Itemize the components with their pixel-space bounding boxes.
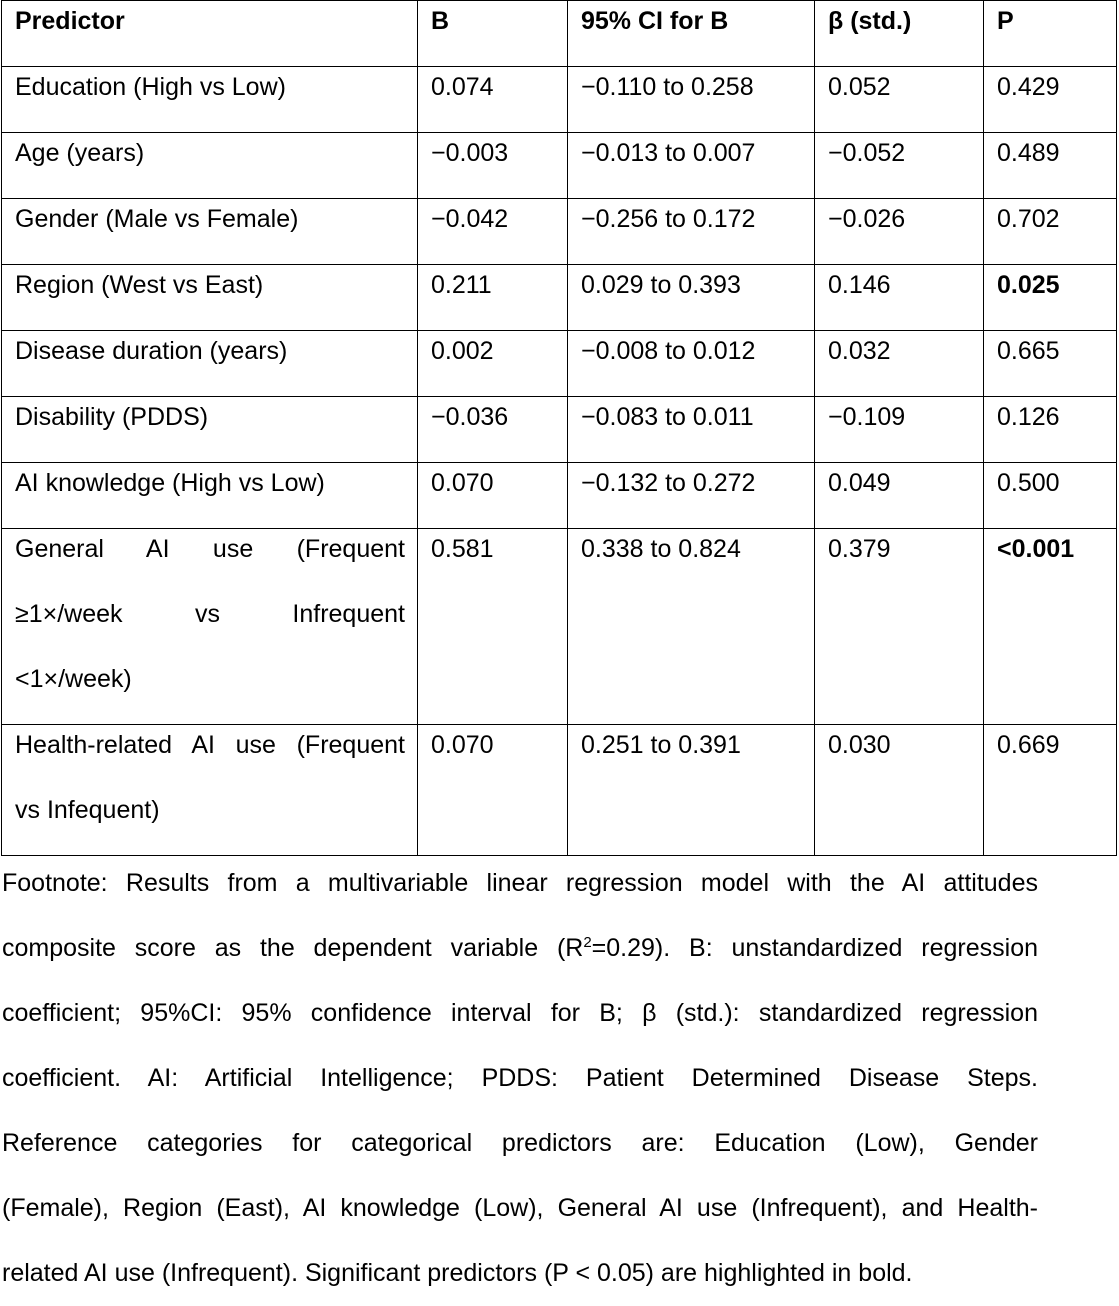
cell-ci-text: 0.029 to 0.393 xyxy=(581,271,741,299)
table-row xyxy=(2,725,1117,856)
cell-b xyxy=(418,463,568,529)
cell-p xyxy=(984,67,1117,133)
cell-predictor xyxy=(2,463,418,529)
header-p: P xyxy=(984,1,1117,67)
cell-ci xyxy=(568,67,815,133)
cell-p xyxy=(984,463,1117,529)
cell-p-text: 0.665 xyxy=(997,337,1060,365)
cell-p-text: 0.489 xyxy=(997,139,1060,167)
cell-ci xyxy=(568,463,815,529)
cell-p xyxy=(984,725,1117,856)
cell-beta-text: −0.026 xyxy=(828,205,906,233)
cell-p-text: <0.001 xyxy=(997,535,1075,563)
cell-b-text: −0.042 xyxy=(431,205,509,233)
cell-p xyxy=(984,265,1117,331)
cell-ci-text: −0.083 to 0.011 xyxy=(581,403,754,431)
cell-beta xyxy=(815,397,984,463)
cell-predictor xyxy=(2,67,418,133)
cell-beta xyxy=(815,265,984,331)
footnote-line: Footnote: Results from a multivariable linear regression model with the AI attitudes xyxy=(2,869,1038,897)
cell-b-text: 0.002 xyxy=(431,337,494,365)
table-row xyxy=(2,265,1117,331)
cell-predictor-line: <1×/week) xyxy=(15,665,132,693)
table-row xyxy=(2,199,1117,265)
cell-b-text: 0.581 xyxy=(431,535,494,563)
cell-ci-text: −0.013 to 0.007 xyxy=(581,139,756,167)
cell-predictor-text: Disability (PDDS) xyxy=(15,403,209,431)
table-row xyxy=(2,529,1117,725)
cell-b xyxy=(418,331,568,397)
header-b: B xyxy=(418,1,568,67)
cell-ci xyxy=(568,133,815,199)
footnote-line xyxy=(2,916,1038,981)
table-row xyxy=(2,463,1117,529)
cell-p xyxy=(984,529,1117,725)
cell-b xyxy=(418,397,568,463)
table-header-row xyxy=(2,1,1117,67)
superscript: 2 xyxy=(583,934,592,951)
cell-predictor-text: Education (High vs Low) xyxy=(15,73,286,101)
cell-b-text: 0.211 xyxy=(431,271,492,299)
cell-beta-text: −0.052 xyxy=(828,139,906,167)
cell-b-text: −0.003 xyxy=(431,139,509,167)
cell-ci xyxy=(568,725,815,856)
cell-predictor xyxy=(2,529,418,725)
cell-predictor xyxy=(2,397,418,463)
cell-ci-text: −0.256 to 0.172 xyxy=(581,205,756,233)
regression-table xyxy=(1,0,1117,856)
cell-predictor-line: Health-related AI use (Frequent xyxy=(15,731,405,759)
cell-b xyxy=(418,265,568,331)
cell-beta xyxy=(815,463,984,529)
footnote-line-part: composite score as the dependent variable (R xyxy=(2,934,584,962)
cell-b xyxy=(418,67,568,133)
cell-p xyxy=(984,397,1117,463)
cell-p xyxy=(984,199,1117,265)
cell-p-text: 0.702 xyxy=(997,205,1060,233)
cell-beta-text: 0.030 xyxy=(828,731,891,759)
cell-ci xyxy=(568,397,815,463)
cell-b xyxy=(418,529,568,725)
header-beta: β (std.) xyxy=(815,1,984,67)
cell-b xyxy=(418,725,568,856)
cell-beta xyxy=(815,529,984,725)
cell-predictor xyxy=(2,199,418,265)
cell-b-text: 0.070 xyxy=(431,731,494,759)
cell-predictor xyxy=(2,331,418,397)
cell-p-text: 0.025 xyxy=(997,271,1060,299)
footnote-line-part: =0.29). B: unstandardized regression xyxy=(591,934,1038,962)
cell-predictor-line: General AI use (Frequent xyxy=(15,535,405,563)
cell-predictor xyxy=(2,133,418,199)
cell-b-text: 0.074 xyxy=(431,73,494,101)
cell-b xyxy=(418,133,568,199)
footnote xyxy=(2,851,1038,1306)
cell-ci-text: −0.110 to 0.258 xyxy=(581,73,754,101)
cell-ci-text: 0.251 to 0.391 xyxy=(581,731,741,759)
cell-beta-text: 0.049 xyxy=(828,469,891,497)
cell-p-text: 0.126 xyxy=(997,403,1060,431)
cell-ci xyxy=(568,199,815,265)
cell-beta-text: 0.146 xyxy=(828,271,891,299)
cell-predictor-text: Age (years) xyxy=(15,139,145,167)
cell-beta xyxy=(815,331,984,397)
header-predictor: Predictor xyxy=(2,1,418,67)
table-row xyxy=(2,133,1117,199)
cell-p-text: 0.669 xyxy=(997,731,1060,759)
table-row xyxy=(2,397,1117,463)
cell-p xyxy=(984,133,1117,199)
cell-beta-text: 0.032 xyxy=(828,337,891,365)
cell-b-text: 0.070 xyxy=(431,469,494,497)
cell-predictor-line: vs Infequent) xyxy=(15,796,160,824)
header-ci: 95% CI for B xyxy=(568,1,815,67)
cell-beta xyxy=(815,133,984,199)
cell-ci xyxy=(568,331,815,397)
cell-p-text: 0.429 xyxy=(997,73,1060,101)
footnote-line: (Female), Region (East), AI knowledge (Low), General AI use (Infrequent), and Health- xyxy=(2,1194,1038,1222)
cell-ci xyxy=(568,265,815,331)
footnote-line: coefficient; 95%CI: 95% confidence interval for B; β (std.): standardized regression xyxy=(2,999,1038,1027)
cell-predictor xyxy=(2,725,418,856)
cell-predictor-text: Gender (Male vs Female) xyxy=(15,205,299,233)
footnote-line: related AI use (Infrequent). Significant predictors (P < 0.05) are highlighted in bold. xyxy=(2,1259,913,1287)
cell-beta xyxy=(815,199,984,265)
footnote-line: coefficient. AI: Artificial Intelligence; PDDS: Patient Determined Disease Steps. xyxy=(2,1064,1038,1092)
cell-predictor-text: Region (West vs East) xyxy=(15,271,264,299)
table-row xyxy=(2,331,1117,397)
cell-ci-text: −0.008 to 0.012 xyxy=(581,337,756,365)
cell-p-text: 0.500 xyxy=(997,469,1060,497)
cell-ci-text: −0.132 to 0.272 xyxy=(581,469,756,497)
cell-predictor xyxy=(2,265,418,331)
cell-predictor-line: ≥1×/week vs Infrequent xyxy=(15,600,405,628)
cell-predictor-text: AI knowledge (High vs Low) xyxy=(15,469,325,497)
cell-ci xyxy=(568,529,815,725)
cell-b-text: −0.036 xyxy=(431,403,509,431)
table-row xyxy=(2,67,1117,133)
cell-beta-text: −0.109 xyxy=(828,403,906,431)
cell-beta xyxy=(815,67,984,133)
cell-predictor-text: Disease duration (years) xyxy=(15,337,288,365)
cell-beta-text: 0.052 xyxy=(828,73,891,101)
footnote-line: Reference categories for categorical predictors are: Education (Low), Gender xyxy=(2,1129,1038,1157)
cell-b xyxy=(418,199,568,265)
cell-p xyxy=(984,331,1117,397)
cell-ci-text: 0.338 to 0.824 xyxy=(581,535,741,563)
cell-beta xyxy=(815,725,984,856)
cell-beta-text: 0.379 xyxy=(828,535,891,563)
